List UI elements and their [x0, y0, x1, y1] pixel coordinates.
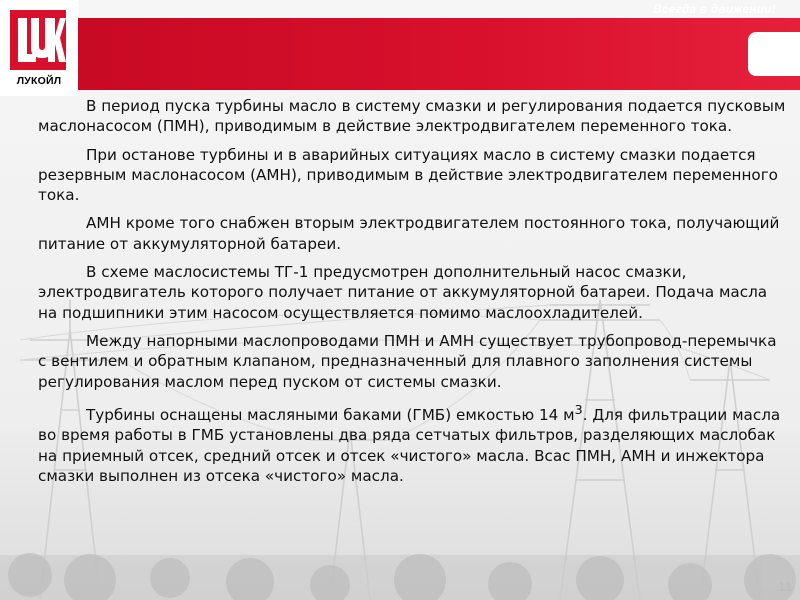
page-number: 11 [778, 579, 792, 594]
paragraph: В период пуска турбины масло в систему смазки и регулирования подается пусковым маслонасосом (ПМН), приводимым в действие электродвигателем переменного тока. [38, 97, 786, 136]
superscript: 3 [574, 401, 583, 417]
paragraph-text: Турбины оснащены масляными баками (ГМБ) емкостью 14 м [86, 405, 575, 424]
paragraph: При останове турбины и в аварийных ситуациях масло в систему смазки подается резервным маслонасосом (АМН), приводимым в действие электродвигателем переменного тока. [38, 145, 778, 205]
header-notch [748, 32, 800, 76]
paragraph: Между напорными маслопроводами ПМН и АМН существует трубопровод-перемычка с вентилем и обратным клапаном, предназначенный для плавного заполнения системы регулирования маслом перед пуском от системы смазки. [38, 331, 777, 391]
header-red-banner [78, 18, 800, 90]
paragraph: АМН кроме того снабжен вторым электродвигателем постоянного тока, получающий питание от аккумуляторной батареи. [38, 214, 780, 253]
paragraph: В схеме маслосистемы ТГ-1 предусмотрен дополнительный насос смазки, электродвигатель которого получает питание от аккумуляторной батареи. Подача масла на подшипники этим насосом осуществляется помимо маслоохладителей. [38, 263, 768, 322]
lukoil-logo [0, 0, 78, 96]
paragraph-text: . Для фильтрации масла во время работы в ГМБ установлены два ряда сетчатых фильтров, разделяющих маслобак на приемный отсек, средний отсек и отсек «чистого» масла. Всас ПМН, АМН и инжектора смазки выполнен из отсека «чистого» масла. [38, 405, 781, 485]
logo-wordmark: ЛУКОЙЛ [16, 75, 62, 87]
lukoil-logo-mark-icon [10, 10, 66, 70]
slogan-text: Всегда в движении! [653, 2, 776, 16]
slide-body-text [38, 96, 788, 494]
paragraph-last [38, 400, 788, 486]
